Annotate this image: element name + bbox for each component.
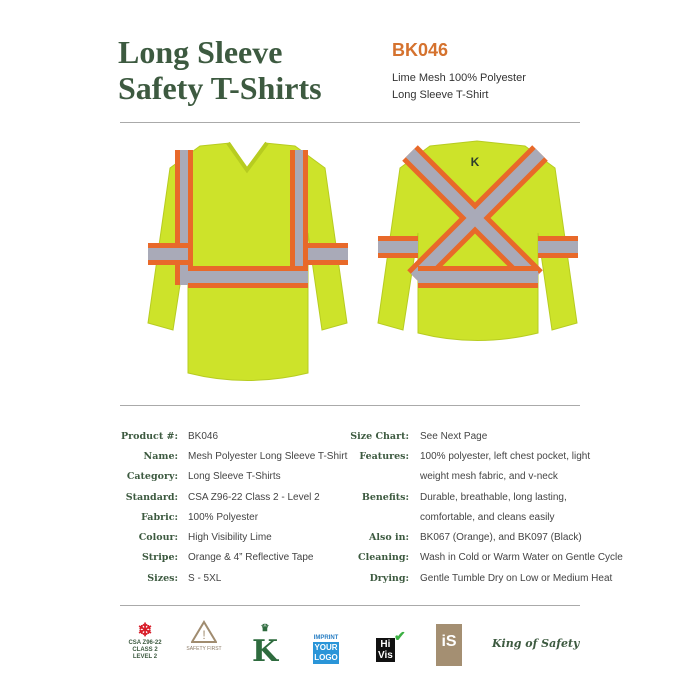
hi-text: Hi xyxy=(380,639,391,650)
spec-label: Drying: xyxy=(369,573,409,584)
spec-label: Sizes: xyxy=(147,573,178,584)
imprint-text: YOUR xyxy=(314,643,338,652)
spec-label: Product #: xyxy=(121,431,178,442)
king-k-logo-icon: ♛ K xyxy=(251,623,279,669)
k-text: K xyxy=(251,634,279,669)
spec-label: Size Chart: xyxy=(350,431,409,442)
spec-label: Standard: xyxy=(125,492,178,503)
svg-text:!: ! xyxy=(202,628,206,642)
spec-value: comfortable, and cleans easily xyxy=(420,512,555,523)
spec-value: CSA Z96-22 Class 2 - Level 2 xyxy=(188,492,320,503)
spec-value: High Visibility Lime xyxy=(188,532,272,543)
spec-value: BK046 xyxy=(188,431,219,442)
spec-value: Orange & 4” Reflective Tape xyxy=(188,552,314,563)
imprint-text: LOGO xyxy=(314,653,338,662)
spec-label: Colour: xyxy=(138,532,178,543)
imprint-logo-icon xyxy=(308,634,344,664)
title-line-2: Safety T-Shirts xyxy=(118,70,322,106)
spec-value: 100% polyester, left chest pocket, light xyxy=(420,451,591,462)
imprint-text: IMPRINT xyxy=(313,635,339,641)
csa-text: LEVEL 2 xyxy=(132,654,158,660)
safety-first-text: SAFETY FIRST xyxy=(186,646,222,652)
spec-value: S - 5XL xyxy=(188,573,222,584)
hi-vis-icon: Hi Vis ✔ xyxy=(378,628,406,661)
spec-label: Cleaning: xyxy=(358,552,409,563)
spec-value: BK067 (Orange), and BK097 (Black) xyxy=(420,532,582,543)
product-code: BK046 xyxy=(392,40,449,60)
vis-text: Vis xyxy=(378,650,393,661)
csa-text: CLASS 2 xyxy=(132,647,158,653)
spec-label: Fabric: xyxy=(141,512,178,523)
spec-label: Features: xyxy=(359,451,409,462)
spec-value: Durable, breathable, long lasting, xyxy=(420,492,567,503)
spec-value: Mesh Polyester Long Sleeve T-Shirt xyxy=(188,451,348,462)
spec-value: weight mesh fabric, and v-neck xyxy=(420,471,558,482)
spec-value: Long Sleeve T-Shirts xyxy=(188,471,281,482)
divider xyxy=(120,605,580,606)
spec-label: Category: xyxy=(126,471,178,482)
safety-first-icon xyxy=(182,620,226,652)
industrial-standard-icon xyxy=(436,624,462,666)
spec-label: Stripe: xyxy=(141,552,178,563)
spec-value: Wash in Cold or Warm Water on Gentle Cycle xyxy=(420,552,623,563)
csa-text: CSA Z96-22 xyxy=(128,640,162,646)
spec-label: Name: xyxy=(143,451,178,462)
spec-value: Gentle Tumble Dry on Low or Medium Heat xyxy=(420,573,613,584)
is-text: iS xyxy=(441,633,457,650)
spec-value: 100% Polyester xyxy=(188,512,259,523)
spec-label: Also in: xyxy=(369,532,409,543)
subtitle-line-1: Lime Mesh 100% Polyester xyxy=(392,72,526,84)
brand-name: King of Safety xyxy=(492,637,580,650)
spec-label: Benefits: xyxy=(361,492,409,503)
back-logo: K xyxy=(470,155,480,169)
title-line-1: Long Sleeve xyxy=(118,34,283,70)
csa-class2-level2-icon: ❄ CSA Z96-22 CLASS 2 LEVEL 2 xyxy=(122,620,168,661)
subtitle-line-2: Long Sleeve T-Shirt xyxy=(392,89,489,101)
spec-value: See Next Page xyxy=(420,431,488,442)
